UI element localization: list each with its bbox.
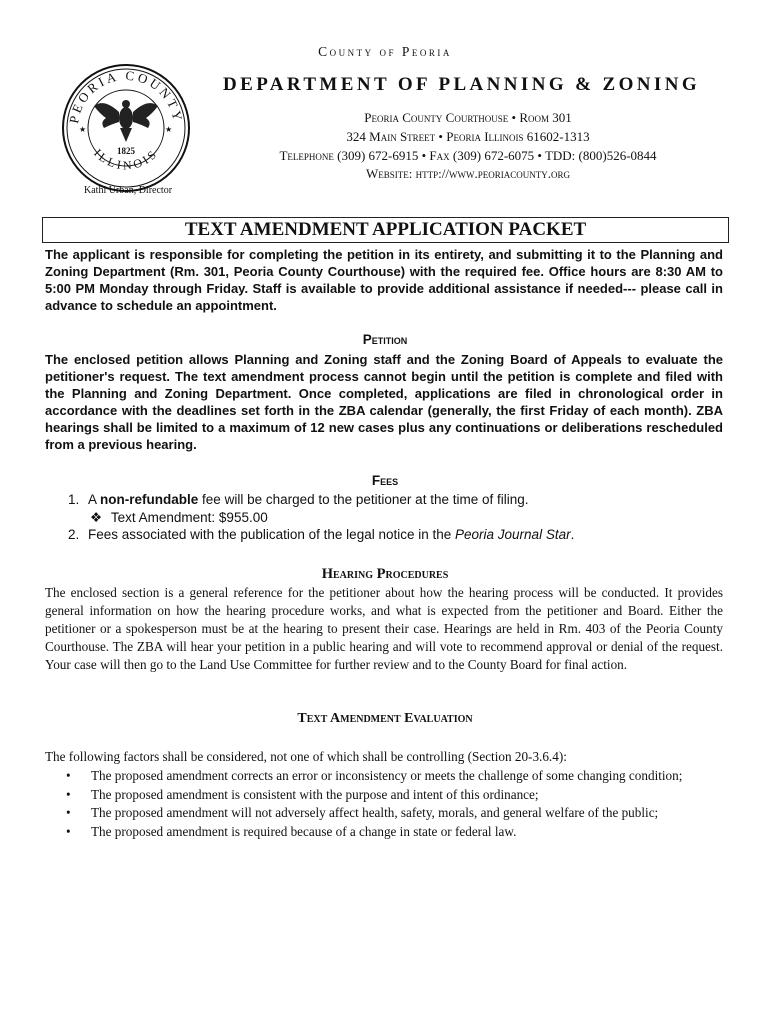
director-name: Kathi Urban, Director bbox=[84, 185, 173, 196]
county-name: County of Peoria bbox=[318, 44, 452, 59]
hearing-paragraph: The enclosed section is a general reference for the petitioner about how the hearing process will be conducted. It provides general information on how the hearing procedure works, and what is expected from the petitioner and Board. Either the petitioner or a spokesperson must be at the hearing to present their case. Hearings are held in Rm. 403 of the Peoria County Courthouse. The ZBA will hear your petition in a public hearing and will vote to recommend approval or denial of the request. Your case will then go to the Land Use Committee for further review and to the County Board for final action. bbox=[45, 585, 723, 672]
list-item: • The proposed amendment is required because of a change in state or federal law. bbox=[66, 823, 517, 839]
bullet-icon: • bbox=[66, 786, 71, 802]
fee-item-1: 1. A non-refundable fee will be charged to the petitioner at the time of filing. bbox=[68, 492, 529, 507]
fee-item-1-emphasis: non-refundable bbox=[100, 492, 199, 507]
address-line-1: Peoria County Courthouse • Room 301 bbox=[364, 110, 572, 125]
fee-item-2-number: 2. bbox=[68, 527, 80, 542]
address-line-2: 324 Main Street • Peoria Illinois 61602-1313 bbox=[346, 129, 590, 144]
hearing-heading: Hearing Procedures bbox=[321, 566, 449, 582]
list-item: • The proposed amendment will not adversely affect health, safety, morals, and general welfare of the public; bbox=[66, 805, 659, 820]
fee-sub-item bbox=[90, 510, 268, 526]
title-box bbox=[42, 217, 729, 243]
list-item: • The proposed amendment corrects an error or inconsistency or meets the challenge of some changing condition; bbox=[66, 768, 683, 783]
page-title: TEXT AMENDMENT APPLICATION PACKET bbox=[184, 219, 587, 240]
seal-bottom-text: ILLINOIS bbox=[91, 145, 161, 173]
svg-text:★: ★ bbox=[165, 125, 173, 134]
department-name: DEPARTMENT OF PLANNING & ZONING bbox=[223, 74, 701, 95]
evaluation-heading: Text Amendment Evaluation bbox=[297, 711, 473, 726]
diamond-bullet-icon: ❖ bbox=[90, 510, 103, 525]
evaluation-intro: The following factors shall be considered, not one of which shall be controlling (Section 20-3.6.4): bbox=[45, 749, 567, 764]
petition-heading: Petition bbox=[362, 332, 408, 347]
fee-item-1-number: 1. bbox=[68, 492, 80, 507]
fees-heading: Fees bbox=[371, 473, 399, 488]
eagle-icon bbox=[94, 100, 158, 142]
website-line: Website: http://www.peoriacounty.org bbox=[366, 166, 570, 181]
seal-top-text: PEORIA COUNTY bbox=[66, 67, 186, 125]
svg-text:★: ★ bbox=[79, 125, 87, 134]
bullet-icon: • bbox=[66, 805, 71, 820]
petition-paragraph: The enclosed petition allows Planning and Zoning staff and the Zoning Board of Appeals to evaluate the petitioner's request. The text amendment process cannot begin until the petition is complete and filed with the Planning and Zoning Department. Once completed, applications are filed in chronological order in accordance with the deadlines set forth in the ZBA calendar (generally, the first Friday of each month). ZBA hearings shall be limited to a maximum of 12 new cases plus any continuations or deliberations rescheduled from a previous hearing. bbox=[45, 352, 723, 452]
text-amendment-fee: Text Amendment: $955.00 bbox=[110, 510, 268, 525]
intro-paragraph: The applicant is responsible for completing the petition in its entirety, and submitting it to the Planning and Zoning Department (Rm. 301, Peoria County Courthouse) with the required fee. Office hours are 8:30 AM to 5:00 PM Monday through Friday. Staff is available to provide additional assistance if needed--- please call in advance to schedule an appointment. bbox=[45, 247, 723, 313]
evaluation-factors-list bbox=[66, 767, 724, 841]
fee-item-2: 2. Fees associated with the publication of the legal notice in the Peoria Journal Star. bbox=[68, 527, 575, 542]
county-seal bbox=[60, 62, 192, 194]
list-item: • The proposed amendment is consistent with the purpose and intent of this ordinance; bbox=[66, 786, 539, 802]
seal-year: 1825 bbox=[117, 146, 135, 156]
newspaper-name: Peoria Journal Star bbox=[455, 527, 571, 542]
address-line-3: Telephone (309) 672-6915 • Fax (309) 672-6075 • TDD: (800)526-0844 bbox=[279, 148, 657, 163]
bullet-icon: • bbox=[66, 768, 71, 783]
bullet-icon: • bbox=[66, 823, 71, 839]
